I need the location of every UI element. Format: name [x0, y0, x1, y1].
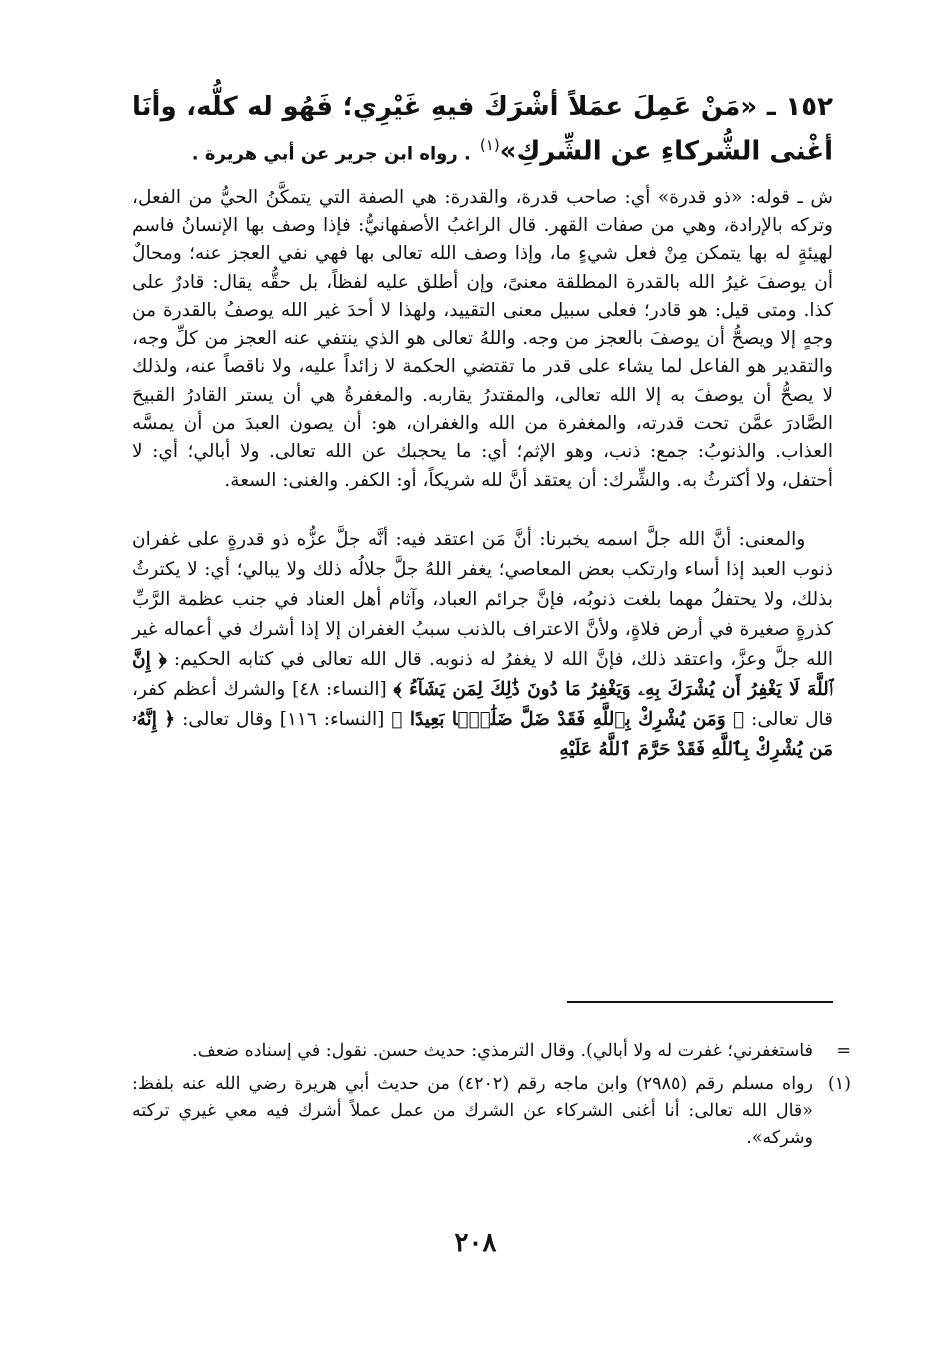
meaning-text-3: [النساء: ١١٦] وقال تعالى:	[175, 708, 392, 730]
footnote-text: فاستغفرني؛ غفرت له ولا أبالي). وقال الترمذي: حديث حسن. نقول: في إسناده ضعف.	[192, 1041, 813, 1061]
footnotes	[132, 1038, 851, 1158]
footnote-1	[132, 1071, 851, 1152]
quran-verse-2: ﴿ وَمَن يُشْرِكْ بِٱللَّهِ فَقَدْ ضَلَّ ضَلَٰلًۢا بَعِيدًا ﴾	[391, 708, 745, 730]
quran-verse-1: ﴿ إِنَّ ٱللَّهَ لَا يَغْفِرُ أَن يُشْرَكَ بِهِۦ وَيَغْفِرُ مَا دُونَ ذَٰلِكَ لِمَن يَشَآءُ ﴾	[132, 648, 833, 700]
page-number: ٢٠٨	[454, 1228, 497, 1258]
meaning-paragraph	[132, 525, 833, 765]
footnote-separator	[567, 1001, 833, 1003]
footnote-reference[interactable]: (١)	[479, 136, 500, 154]
footnote-marker: =	[836, 1041, 851, 1061]
footnote-continuation	[132, 1038, 851, 1065]
main-text-block	[132, 88, 833, 765]
hadith-heading	[132, 88, 833, 174]
hadith-source: . رواه ابن جرير عن أبي هريرة .	[191, 143, 471, 165]
footnote-text: رواه مسلم رقم (٢٩٨٥) وابن ماجه رقم (٤٢٠٢) من حديث أبي هريرة رضي الله عنه بلفظ: «قال الله تعالى: أنا أغنى الشركاء عن الشرك من عمل عملاً أشرك فيه معي غيري تركته وشركه».	[132, 1074, 813, 1148]
meaning-text-2: [النساء: ٤٨] والشرك أعظم كفر، قال تعالى:	[132, 678, 833, 730]
footnote-marker: (١)	[827, 1074, 851, 1094]
hadith-text: ١٥٢ ـ «مَنْ عَمِلَ عمَلاً أشْرَكَ فيهِ غَيْرِي؛ فَهُو له كلُّه، وأنَا أغْنى الشُّركاءِ عن الشِّركِ»	[132, 92, 833, 167]
meaning-text-1: والمعنى: أنَّ الله جلَّ اسمه يخبرنا: أنَّ مَن اعتقد فيه: أنَّه جلَّ عزُّه ذو قدرةٍ على غفران ذنوب العبد إذا أساء وارتكب بعض المعاصي؛ يغفر اللهُ جلَّ جلالُه ذلك ولا يبالي؛ أي: لا يكترثُ بذلك، ولا يحتفلُ مهما بلغت ذنوبُه، فإنَّ جرائم العباد، وآثام أهل العناد في جنب عظمة الرَّبِّ كذرةٍ صغيرة في أرض فلاةٍ، ولأنَّ الاعتراف بالذنب سببُ الغفران إلا إذا أشرك في أعماله غير الله جلَّ وعزَّ، واعتقد ذلك، فإنَّ الله لا يغفرُ له ذنوبه. قال الله تعالى في كتابه الحكيم:	[132, 528, 833, 670]
commentary-paragraph: ش ـ قوله: «ذو قدرة» أي: صاحب قدرة، والقدرة: هي الصفة التي يتمكَّنُ الحيُّ من الفعل، وتركه بالإرادة، وهي من صفات القهر. قال الراغبُ الأصفهانيُّ: فإذا وصف بها الإنسانُ فاسم لهيئةٍ له بها يتمكن مِنْ فعل شيءٍ ما، وإذا وصف الله تعالى بها فهي نفي العجز عنه؛ ومحالٌ أن يوصفَ غيرُ الله بالقدرة المطلقة معنىً، وإن أطلق عليه لفظاً، بل حقُّه يقال: قادرٌ على كذا. ومتى قيل: هو قادر؛ فعلى سبيل معنى التقييد، ولهذا لا أحدَ غير الله يوصفُ بالقدرة من وجهٍ إلا ويصحُّ أن يوصفَ بالعجز من وجه. واللهُ تعالى هو الذي ينتفي عنه العجز من كلِّ وجه، والتقدير هو الفاعل لما يشاء على قدر ما تقتضي الحكمة لا زائداً عليه، ولا ناقصاً عنه، ولذلك لا يصحُّ أن يوصفَ به إلا الله تعالى، والمقتدرُ يقاربه. والمغفرةُ هي أن يستر القادرُ القبيحَ الصَّادرَ عمَّن تحت قدرته، والمغفرة من الله والغفران، هو: أن يصون العبدَ من أن يمسَّه العذاب. والذنوبُ: جمع: ذنب، وهو الإثم؛ أي: ما يحجبك عن الله تعالى. ولا أبالي؛ أي: لا أحتفل، ولا أكترثُ به. والشِّرك: أن يعتقد أنَّ لله شريكاً، أو: الكفر. والغنى: السعة.	[132, 186, 833, 491]
quran-verse-3: ﴿ إِنَّهُۥ مَن يُشْرِكْ بِٱللَّهِ فَقَدْ حَرَّمَ ٱللَّهُ عَلَيْهِ	[132, 708, 833, 760]
